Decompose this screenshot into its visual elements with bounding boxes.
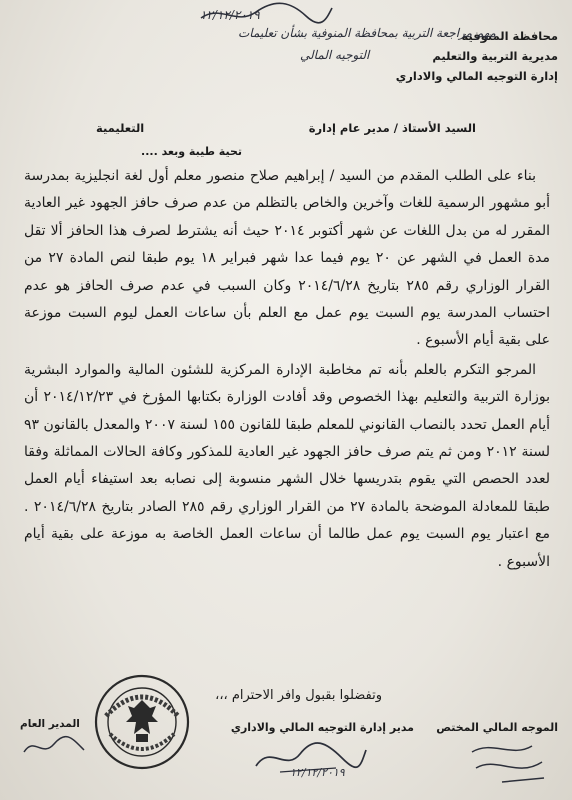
addressee-line xyxy=(96,121,476,135)
governorate-name: محافظة المنوفية xyxy=(461,29,558,43)
directorate-name: مديرية التربية والتعليم xyxy=(432,49,558,63)
signature-title-general-director: المدير العام xyxy=(20,718,80,730)
letter-body xyxy=(24,163,550,576)
bottom-date: ١٢/١٢/٢٠١٩ xyxy=(290,766,345,779)
signature-right xyxy=(462,738,552,790)
body-paragraph-1: بناء على الطلب المقدم من السيد / إبراهيم صلاح منصور معلم أول لغة انجليزية بمدرسة أبو مشهور الرسمية للغات وآخرين والخاص بالتظلم من عدم صرف حافز الجهود غير العادية المقرر له من بدل اللغات عن شهر أكتوبر ٢٠١٤ حيث أنه يشترط لصرف هذا الحافز ألا تقل مدة العمل في الشهر عن ٢٠ يوم فيما عدا شهر فبراير ١٨ يوم طبقا لنص المادة ٢٧ من القرار الوزاري رقم ٢٨٥ بتاريخ ٢٠١٤/٦/٢٨ وكان السبب في عدم صرف الحافز هو عدم احتساب المدرسة يوم السبت يوم عمل مع العلم بأن ساعات العمل ليوم السبت موزعة على بقية أيام الأسبوع . xyxy=(24,168,551,349)
department-name: إدارة التوجيه المالي والاداري xyxy=(395,69,558,83)
official-stamp xyxy=(92,672,192,772)
top-date: ١٢/١٢/٢٠١٩ xyxy=(200,8,260,22)
signature-title-financial-inspector: الموجه المالي المختص xyxy=(436,721,558,734)
handwritten-note-line2: التوجيه المالي xyxy=(300,48,370,62)
closing: وتفضلوا بقبول وافر الاحترام ،،، xyxy=(215,688,382,703)
addressee: السيد الأستاذ / مدير عام إدارة xyxy=(308,121,476,135)
signature-left xyxy=(20,732,90,762)
salutation: تحية طيبة وبعد .... xyxy=(141,145,242,158)
signature-title-department-director: مدير إدارة التوجيه المالي والاداري xyxy=(230,721,414,734)
handwritten-note-line1: مهم مراجعة التربية بمحافظة المنوفية بشأن تعليمات xyxy=(238,26,496,40)
addressee-suffix: التعليمية xyxy=(96,121,145,135)
body-paragraph-2: المرجو التكرم بالعلم بأنه تم مخاطبة الإدارة المركزية للشئون المالية والموارد البشرية بوزارة التربية والتعليم بهذا الخصوص وقد أفادت الوزارة بكتابها المؤرخ في ٢٠١٤/١٢/٢٣ أن أيام العمل تحدد بالنصاب القانوني للمعلم طبقا للقانون ١٥٥ لسنة ٢٠٠٧ والمعدل بالقانون ٩٣ لسنة ٢٠١٢ ومن ثم يتم صرف حافز الجهود غير العادية للمذكور وكافة الحالات المماثلة وفقا لعدد الحصص التي يقوم بتدريسها خلال الشهر منسوبة إلى نصابه بعد استيفاء أيام العمل طبقا للمعادلة الموضحة بالمادة ٢٧ من القرار الوزاري رقم ٢٨٥ الصادر بتاريخ ٢٠١٤/٦/٢٨ . مع اعتبار يوم السبت يوم عمل طالما أن ساعات العمل الخاصة به موزعة على بقية أيام الأسبوع . xyxy=(24,361,551,570)
